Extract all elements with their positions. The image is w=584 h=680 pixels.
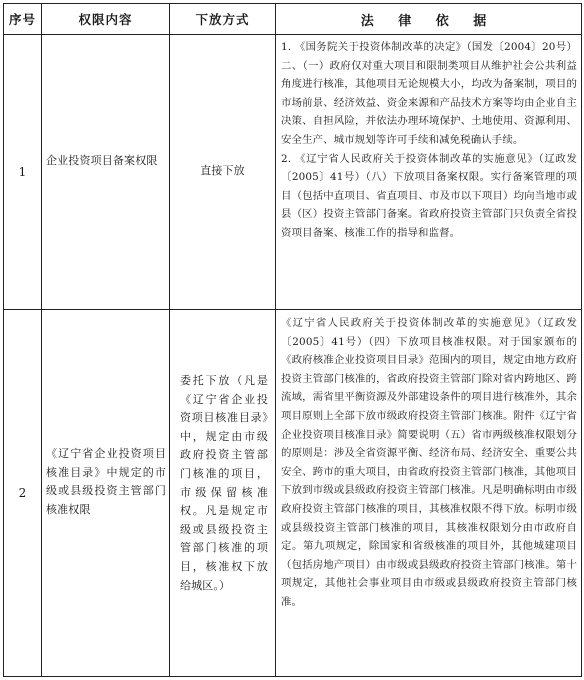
row-1-number: 1 <box>18 165 27 179</box>
header-no: 序号 <box>8 12 36 27</box>
header-scope: 权限内容 <box>78 12 133 27</box>
header-method: 下放方式 <box>195 12 250 27</box>
row-1-scope: 企业投资项目备案权限 <box>46 154 158 167</box>
column-divider <box>41 3 42 677</box>
row-2-method: 委托下放（凡是《辽宁省企业投资项目核准目录》中，规定由市级政府投资主管部门核准的项目，市级保留核准权。凡是规定市级或县级投资主管部门核准的项目，核准权下放给城区。） <box>180 374 268 592</box>
row-2-law <box>281 314 577 674</box>
row-2-scope: 《辽宁省企业投资项目核准目录》中规定的市级或县级投资主管部门核准权限 <box>46 447 166 516</box>
row-1-law-item-2: 2. 《辽宁省人民政府关于投资体制改革的实施意见》（辽政发〔2005〕41号）（八）下放项目备案权限。实行备案管理的项目（包括中直项目、省直项目、市及市以下项目）均向当地市或县（区）投资主管部门备案。省政府投资主管部门只负责全省投资项目备案、核准工作的指导和监督。 <box>281 152 577 239</box>
row-1-method: 直接下放 <box>200 164 245 177</box>
row-2-number: 2 <box>18 486 27 500</box>
table-border-right <box>581 3 582 677</box>
column-divider <box>169 3 170 677</box>
table-border-bottom <box>3 676 582 677</box>
row-divider <box>3 309 582 310</box>
column-divider <box>275 3 276 677</box>
header-divider <box>3 34 582 35</box>
row-2-law-text: 《辽宁省人民政府关于投资体制改革的实施意见》（辽政发〔2005〕41号）（四）下放项目核准权限。对于国家颁布的《政府核准企业投资项目目录》范围内的项目，规定由地方政府投资主管部门核准的，省政府投资主管部门除对省内跨地区、跨流域，需省里平衡资源及外部建设条件的项目进行核准外，其余项目原则上全部下放市级政府投资主管部门核准。附件《辽宁省企业投资项目核准目录》简要说明（五）省市两级核准权限划分的原则是：涉及全省资源平衡、经济布局、经济安全、重要公共安全、跨市的重大项目，由省政府投资主管部门核准，其他项目下放到市级或县级政府投资主管部门核准。凡是明确标明由市级政府投资主管部门核准的项目，其核准权限不得下放。标明市级或县级投资主管部门核准的项目，其核准权限划分由市政府自定。第九项规定，除国家和省级核准的项目外，其他城建项目（包括房地产项目）由市级或县级政府投资主管部门核准。第十项规定，其他社会事业项目由市级或县级政府投资主管部门核准。 <box>281 317 577 608</box>
row-1-law <box>281 38 577 308</box>
header-law: 法 律 依 据 <box>360 13 497 29</box>
row-1-law-item-1: 1. 《国务院关于投资体制改革的决定》（国发〔2004〕20号）二、（一）政府仅对重大项目和限制类项目从维护社会公共利益角度进行核准，其他项目无论规模大小，均改为备案制，项目的市场前景、经济效益、资金来源和产品技术方案等均由企业自主决策、自担风险，并依法办理环境保护、土地使用、资源利用、安全生产、城市规划等许可手续和减免税确认手续。 <box>281 41 577 146</box>
